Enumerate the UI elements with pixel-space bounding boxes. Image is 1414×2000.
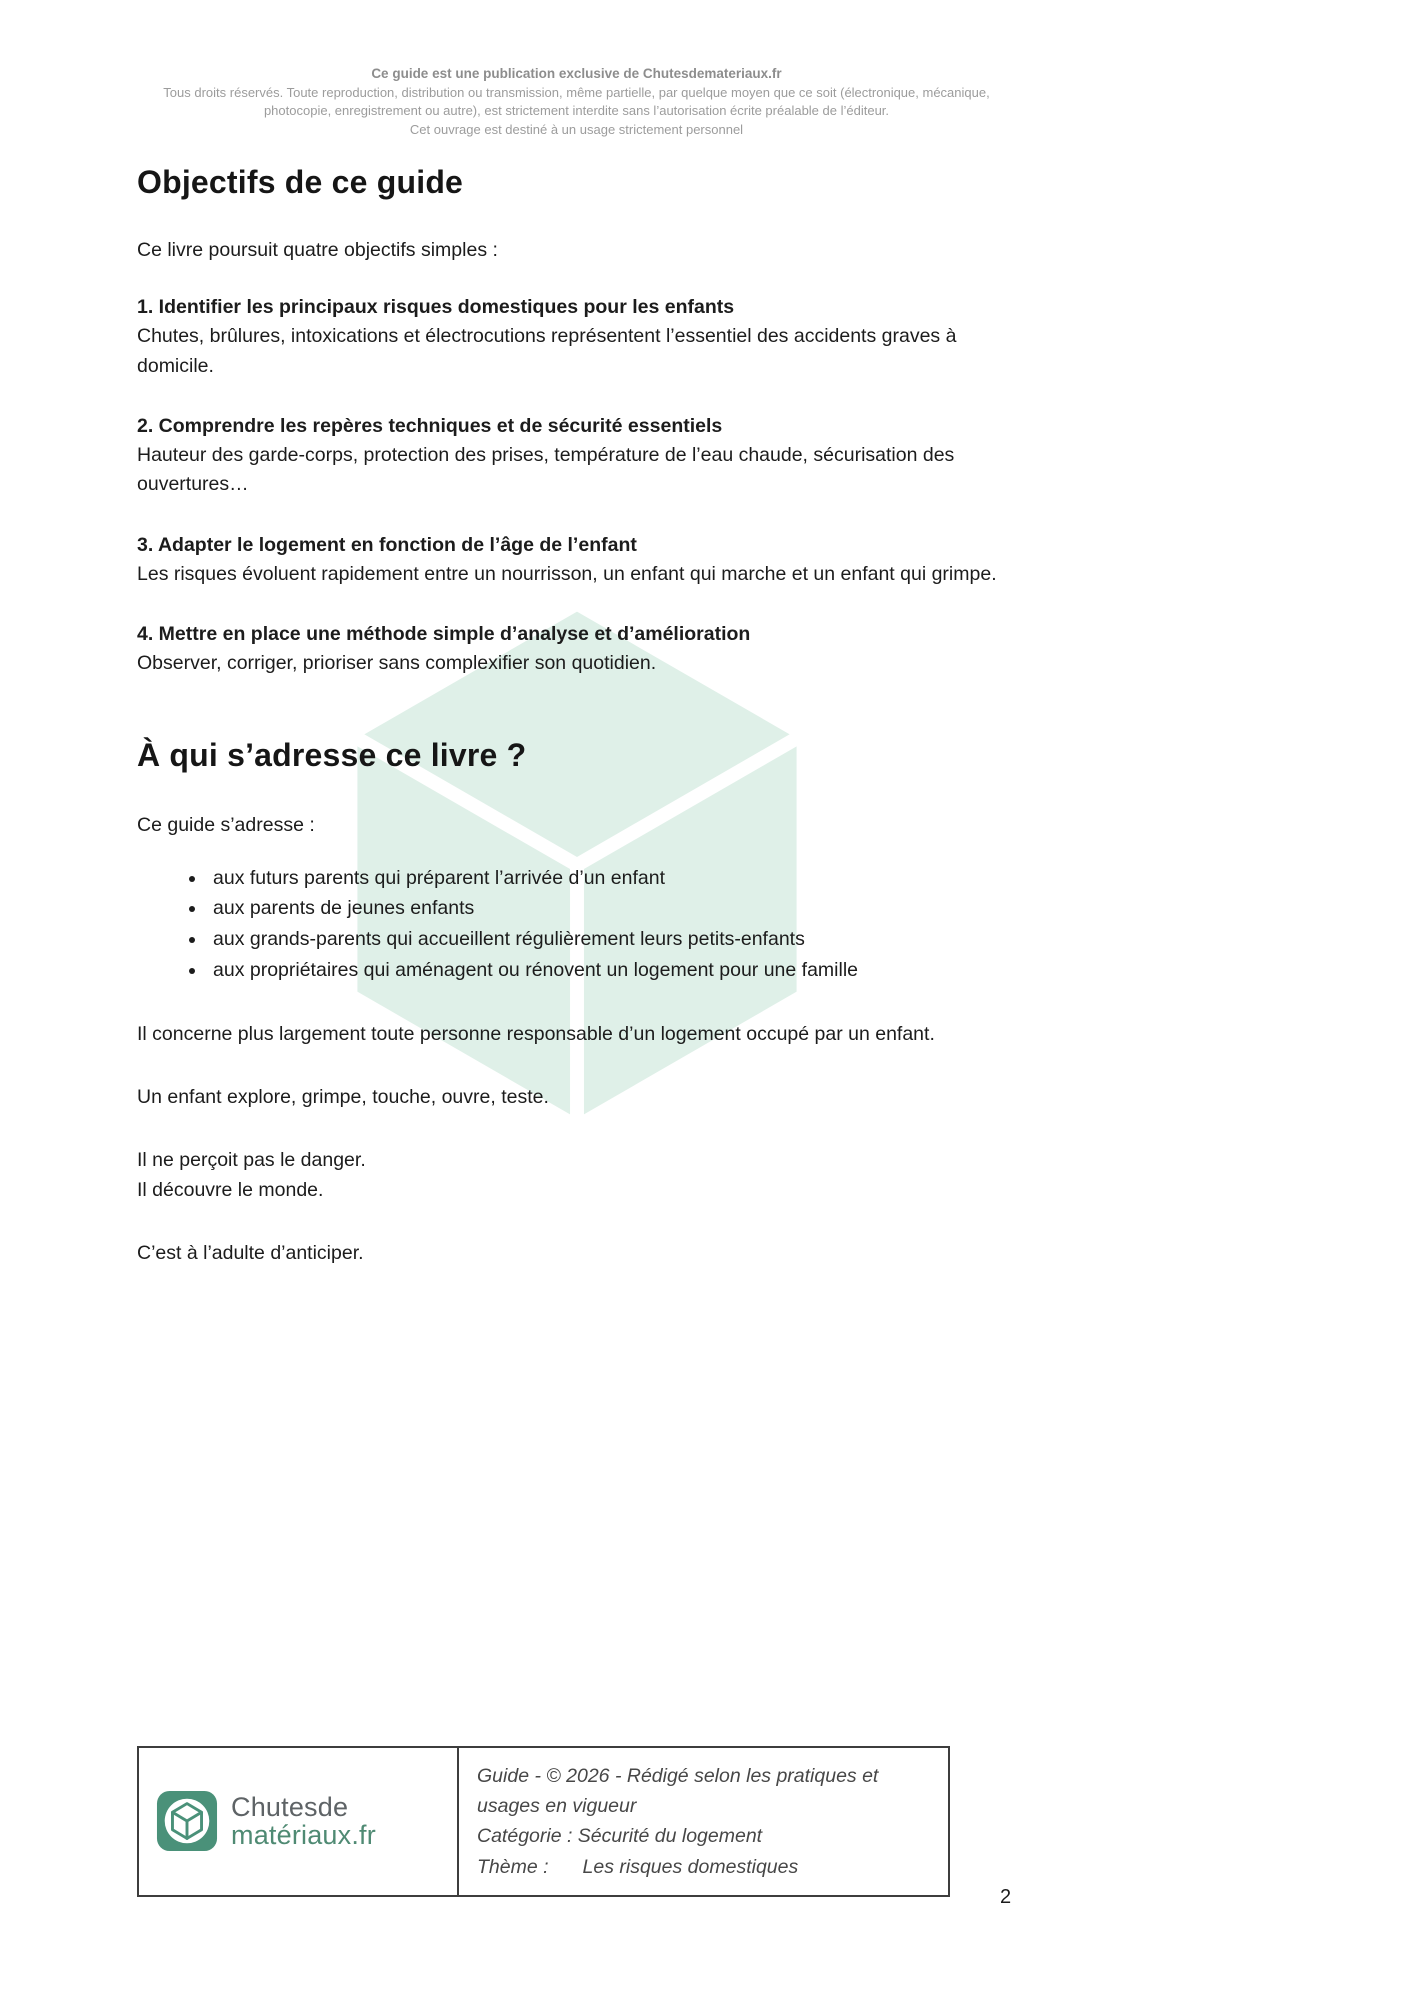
objective-item-4 bbox=[137, 620, 1016, 679]
audience-bullet: • aux propriétaires qui aménagent ou rénovent un logement pour une famille bbox=[207, 955, 1016, 986]
disclaimer-line-2: Tous droits réservés. Toute reproduction, distribution ou transmission, même partielle, par quelque moyen que ce soit (électronique, mécanique, photocopie, enregistrement ou autre), est strictement interdite sans l’autorisation écrite préalable de l’éditeur. bbox=[163, 84, 990, 119]
audience-intro: Ce guide s’adresse : bbox=[137, 813, 315, 836]
footer-logo bbox=[139, 1748, 459, 1895]
objective-title: 2. Comprendre les repères techniques et de sécurité essentiels bbox=[137, 414, 723, 437]
objective-body: Chutes, brûlures, intoxications et électrocutions représentent l’essentiel des accidents graves à domicile. bbox=[137, 325, 957, 377]
audience-bullet: • aux futurs parents qui préparent l’arrivée d’un enfant bbox=[207, 863, 1016, 894]
brand-wordmark-line1: Chutesde bbox=[231, 1792, 349, 1823]
audience-bullet-list bbox=[137, 863, 1016, 986]
section-title-objectifs: Objectifs de ce guide bbox=[137, 164, 464, 201]
disclaimer-line-3: Cet ouvrage est destiné à un usage strictement personnel bbox=[409, 122, 744, 138]
brand-cube-icon bbox=[156, 1790, 218, 1852]
objective-item-3 bbox=[137, 531, 1016, 590]
theme-value: Les risques domestiques bbox=[582, 1855, 799, 1878]
footer-meta-line-guide: Guide - © 2026 - Rédigé selon les pratiques et usages en vigueur bbox=[477, 1765, 879, 1818]
objective-title: 4. Mettre en place une méthode simple d’analyse et d’amélioration bbox=[137, 623, 751, 646]
footer-info-box bbox=[137, 1746, 950, 1897]
audience-bullet: • aux parents de jeunes enfants bbox=[207, 893, 1016, 924]
audience-paragraph-3 bbox=[137, 1146, 1016, 1205]
brand-wordmark bbox=[231, 1793, 376, 1850]
footer-meta bbox=[459, 1748, 948, 1895]
paragraph-line: Il découvre le monde. bbox=[137, 1178, 324, 1201]
page-number: 2 bbox=[1000, 1886, 1012, 1908]
objective-title: 3. Adapter le logement en fonction de l’âge de l’enfant bbox=[137, 533, 637, 556]
audience-paragraph-2: Un enfant explore, grimpe, touche, ouvre, teste. bbox=[137, 1086, 549, 1109]
header-disclaimer bbox=[137, 64, 1016, 140]
objective-item-1 bbox=[137, 293, 1016, 381]
audience-bullet: • aux grands-parents qui accueillent régulièrement leurs petits-enfants bbox=[207, 924, 1016, 955]
objective-body: Les risques évoluent rapidement entre un nourrisson, un enfant qui marche et un enfant qui grimpe. bbox=[137, 562, 997, 585]
audience-paragraph-4: C’est à l’adulte d’anticiper. bbox=[137, 1241, 364, 1264]
objective-body: Observer, corriger, prioriser sans complexifier son quotidien. bbox=[137, 652, 657, 675]
footer-meta-line-theme bbox=[477, 1852, 930, 1882]
objectives-intro: Ce livre poursuit quatre objectifs simples : bbox=[137, 239, 498, 262]
brand-wordmark-line2: matériaux.fr bbox=[231, 1820, 376, 1851]
section-title-audience: À qui s’adresse ce livre ? bbox=[137, 736, 527, 773]
audience-paragraph-1: Il concerne plus largement toute personne responsable d’un logement occupé par un enfant. bbox=[137, 1022, 935, 1045]
footer-meta-line-category: Catégorie : Sécurité du logement bbox=[477, 1825, 763, 1848]
paragraph-line: Il ne perçoit pas le danger. bbox=[137, 1149, 366, 1172]
objective-body: Hauteur des garde-corps, protection des prises, température de l’eau chaude, sécurisation des ouvertures… bbox=[137, 444, 955, 496]
disclaimer-line-1: Ce guide est une publication exclusive de Chutesdemateriaux.fr bbox=[371, 66, 782, 81]
objective-title: 1. Identifier les principaux risques domestiques pour les enfants bbox=[137, 296, 735, 319]
theme-label: Thème : bbox=[477, 1855, 549, 1878]
objective-item-2 bbox=[137, 412, 1016, 500]
